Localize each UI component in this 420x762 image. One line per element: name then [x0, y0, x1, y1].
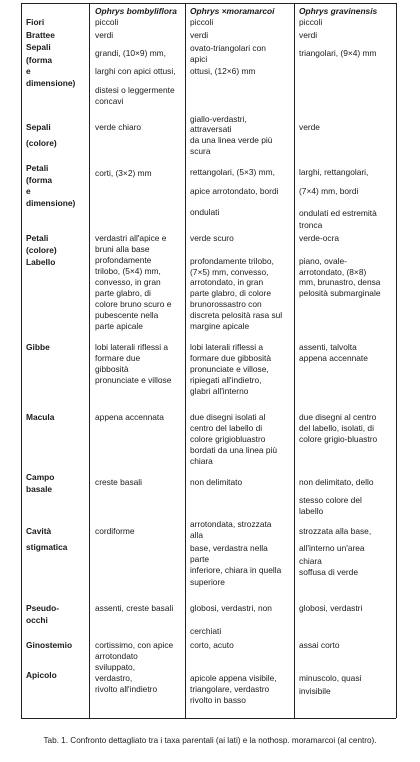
row-label: Pseudo-: [26, 603, 60, 613]
table-cell-line: parte glabro, di colore: [190, 288, 272, 298]
table-cell-line: assai corto: [299, 640, 340, 650]
table-cell-line: verde: [299, 122, 320, 132]
table-cell-line: sviluppato,: [95, 662, 136, 672]
table-cell-line: appena accennata: [95, 412, 164, 422]
table-cell-line: triangolari, (9×4) mm: [299, 48, 377, 58]
table-cell-line: glabri all'interno: [190, 386, 249, 396]
table-cell-line: inferiore, chiara in quella: [190, 565, 282, 575]
table-cell-line: profondamente trilobo,: [190, 256, 274, 266]
table-cell-line: stesso colore del: [299, 495, 362, 505]
table-cell-line: gibbosità: [95, 364, 129, 374]
table-cell-line: ovato-triangolari con: [190, 43, 266, 53]
table-cell-line: corto, acuto: [190, 640, 234, 650]
table-cell-line: pronunciate e villose: [95, 375, 172, 385]
table-cell-line: assenti, talvolta: [299, 342, 357, 352]
row-label: occhi: [26, 615, 48, 625]
table-cell-line: creste basali: [95, 477, 143, 487]
table-cell-line: mm, brunastro, densa: [299, 277, 381, 287]
table-cell-line: formare due: [95, 353, 141, 363]
table-cell-line: triangolare, verdastro: [190, 684, 270, 694]
table-cell-line: distesi o leggermente: [95, 85, 175, 95]
row-label: Macula: [26, 412, 55, 422]
table-cell-line: ondulati: [190, 207, 220, 217]
row-label: (colore): [26, 245, 57, 255]
row-label: e: [26, 186, 31, 196]
table-cell-line: discreta pelosità rasa sul: [190, 310, 283, 320]
table-border-left: [21, 3, 22, 718]
table-cell-line: larghi con apici ottusi,: [95, 66, 176, 76]
table-cell-line: profondamente: [95, 255, 152, 265]
table-cell-line: minuscolo, quasi: [299, 673, 362, 683]
column-header: Ophrys bombyliflora: [95, 6, 177, 16]
row-label: Petali: [26, 233, 49, 243]
table-cell-line: non delimitato: [190, 477, 243, 487]
table-cell-line: verdi: [299, 30, 318, 40]
table-cell-line: colore grigioblu​astro: [190, 434, 266, 444]
table-cell-line: formare due gibbosità: [190, 353, 272, 363]
row-label: (colore): [26, 138, 57, 148]
table-cell-line: all'interno un'area: [299, 543, 365, 553]
table-cell-line: pelosità submarginale: [299, 288, 381, 298]
table-cell-line: apice arrotondato, bordi: [190, 186, 279, 196]
table-cell-line: assenti, creste basali: [95, 603, 174, 613]
table-cell-line: ondulati ed estremità: [299, 208, 377, 218]
table-cell-line: due disegni isolati al: [190, 412, 266, 422]
row-label: stigmatica: [26, 542, 68, 552]
table-cell-line: verde scuro: [190, 233, 234, 243]
table-cell-line: appena accennate: [299, 353, 368, 363]
table-cell-line: globosi, verdastri: [299, 603, 363, 613]
table-cell-line: parte apicale: [95, 321, 143, 331]
table-cell-line: attraversati: [190, 124, 232, 134]
table-cell-line: tronca: [299, 220, 323, 230]
row-label: e: [26, 66, 31, 76]
row-label: (forma: [26, 55, 53, 65]
table-cell-line: cordiforme: [95, 526, 135, 536]
table-cell-line: pubescente nella: [95, 310, 159, 320]
table-cell-line: brunorossastro con: [190, 299, 262, 309]
table-cell-line: globosi, verdastri, non: [190, 603, 272, 613]
table-cell-line: due disegni al centro: [299, 412, 377, 422]
table-cell-line: rivolto in basso: [190, 695, 246, 705]
table-cell-line: parte glabro, di: [95, 288, 151, 298]
table-cell-line: labello: [299, 506, 324, 516]
table-cell-line: scura: [190, 146, 211, 156]
table-cell-line: lobi laterali riflessi a: [95, 342, 169, 352]
table-cell-line: (7×5) mm, convesso,: [190, 267, 269, 277]
row-label: Gibbe: [26, 342, 50, 352]
table-cell-line: parte: [190, 554, 210, 564]
table-cell-line: pronunciate e villose,: [190, 364, 269, 374]
table-cell-line: verdastro,: [95, 673, 133, 683]
table-cell-line: arrotondata, strozzata: [190, 519, 272, 529]
table-cell-line: piccoli: [190, 17, 214, 27]
table-cell-line: bruni alla base: [95, 244, 150, 254]
table-cell-line: cerchiati: [190, 626, 222, 636]
table-cell-line: corti, (3×2) mm: [95, 168, 152, 178]
row-label: Brattee: [26, 30, 55, 40]
row-label: Sepali: [26, 122, 51, 132]
table-cell-line: rettangolari, (5×3) mm,: [190, 167, 275, 177]
table-border-bottom: [21, 718, 396, 719]
table-cell-line: centro del labello di: [190, 423, 263, 433]
row-label: Sepali: [26, 42, 51, 52]
table-cell-line: chiara: [299, 556, 322, 566]
column-header: Ophrys ×moramarcoi: [190, 6, 275, 16]
table-cell-line: base, verdastra nella: [190, 543, 268, 553]
table-cell-line: verdastri all'apice e: [95, 233, 167, 243]
table-cell-line: arrotondato, in gran: [190, 277, 264, 287]
table-cell-line: strozzata alla base,: [299, 526, 372, 536]
row-label: Apicolo: [26, 670, 57, 680]
table-cell-line: del labello, isolati, di: [299, 423, 374, 433]
table-cell-line: ripiegati all'indietro,: [190, 375, 262, 385]
table-cell-line: colore grigio-bluastro: [299, 434, 378, 444]
table-cell-line: convesso, in gran: [95, 277, 161, 287]
table-cell-line: non delimitato, dello: [299, 477, 374, 487]
table-cell-line: piccoli: [95, 17, 119, 27]
table-border-top: [21, 3, 396, 4]
row-label: Cavità: [26, 526, 52, 536]
table-cell-line: colore bruno scuro e: [95, 299, 172, 309]
table-column-divider: [294, 3, 295, 718]
table-column-divider: [89, 3, 90, 718]
table-cell-line: apicole appena visibile,: [190, 673, 277, 683]
table-cell-line: verde chiaro: [95, 122, 142, 132]
table-cell-line: piccoli: [299, 17, 323, 27]
table-cell-line: verde-ocra: [299, 233, 340, 243]
table-cell-line: verdi: [95, 30, 114, 40]
table-cell-line: arrotondato: [95, 651, 138, 661]
table-cell-line: margine apicale: [190, 321, 250, 331]
table-cell-line: grandi, (10×9) mm,: [95, 48, 166, 58]
table-cell-line: trilobo, (5×4) mm,: [95, 266, 161, 276]
table-cell-line: lobi laterali riflessi a: [190, 342, 264, 352]
table-cell-line: invisibile: [299, 686, 331, 696]
row-label: dimensione): [26, 78, 76, 88]
table-border-right: [396, 3, 397, 718]
row-label: (forma: [26, 175, 53, 185]
table-cell-line: concavi: [95, 96, 124, 106]
row-label: dimensione): [26, 198, 76, 208]
table-cell-line: alla: [190, 530, 204, 540]
table-cell-line: ottusi, (12×6) mm: [190, 66, 256, 76]
table-cell-line: larghi, rettangolari,: [299, 167, 369, 177]
table-cell-line: (7×4) mm, bordi: [299, 186, 359, 196]
table-cell-line: chiara: [190, 456, 213, 466]
table-cell-line: superiore: [190, 577, 225, 587]
row-label: basale: [26, 484, 53, 494]
row-label: Labello: [26, 257, 56, 267]
row-label: Petali: [26, 163, 49, 173]
column-header: Ophrys gravinensis: [299, 6, 378, 16]
table-cell-line: giallo-verdastri,: [190, 114, 247, 124]
table-cell-line: soffusa di verde: [299, 567, 358, 577]
row-label: Fiori: [26, 17, 45, 27]
table-cell-line: piano, ovale-: [299, 256, 347, 266]
table-cell-line: rivolto all'indietro: [95, 684, 158, 694]
row-label: Ginostemio: [26, 640, 73, 650]
table-caption: Tab. 1. Confronto dettagliato tra i taxa parentali (ai lati) e la nothosp. moramarcoi (al centro).: [43, 736, 377, 745]
table-cell-line: apici: [190, 54, 208, 64]
table-cell-line: bordati da una linea più: [190, 445, 278, 455]
row-label: Campo: [26, 472, 55, 482]
table-column-divider: [185, 3, 186, 718]
table-cell-line: verdi: [190, 30, 209, 40]
table-cell-line: da una linea verde più: [190, 135, 273, 145]
table-cell-line: arrotondato, (8×8): [299, 267, 367, 277]
table-cell-line: cortissimo, con apice: [95, 640, 174, 650]
